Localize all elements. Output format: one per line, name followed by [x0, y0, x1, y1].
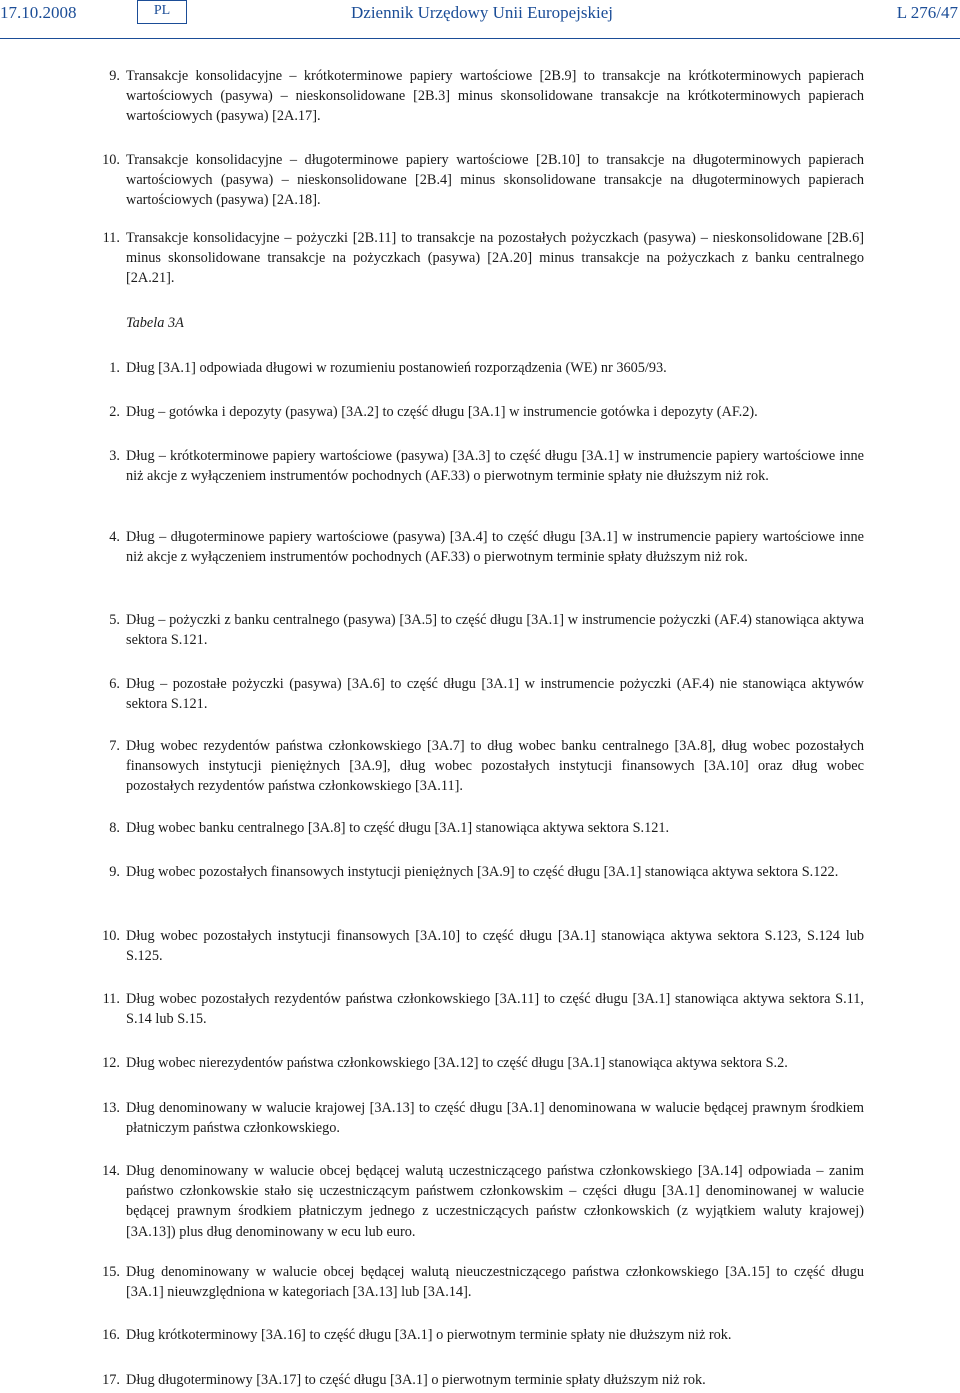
item-number: 1. — [109, 360, 120, 376]
language-badge: PL — [137, 0, 187, 24]
page-header — [0, 0, 960, 38]
item-number: 10. — [102, 152, 120, 168]
item-number: 2. — [109, 404, 120, 420]
item-number: 8. — [109, 820, 120, 836]
item-number: 7. — [109, 738, 120, 754]
list-item: Dług – gotówka i depozyty (pasywa) [3A.2] to część długu [3A.1] w instrumencie gotówka i depozyty (AF.2). — [126, 404, 758, 420]
item-number: 9. — [109, 68, 120, 84]
header-date: 17.10.2008 — [0, 3, 77, 22]
item-number: 4. — [109, 529, 120, 545]
item-number: 16. — [102, 1327, 120, 1343]
item-number: 3. — [109, 448, 120, 464]
page-number: L 276/47 — [896, 3, 958, 22]
list-item: Dług wobec pozostałych rezydentów państwa członkowskiego [3A.11] to część długu [3A.1] stanowiąca aktywa sektora S.11, S.14 lub S.15. — [126, 991, 864, 1028]
list-item: Transakcje konsolidacyjne – długoterminowe papiery wartościowe [2B.10] to transakcje na długoterminowych papierach wartościowych (pasywa) – nieskonsolidowane [2B.4] minus skonsolidowane transakcje na długoterminowych papierach wartościowych (pasywa) [2A.18]. — [126, 152, 864, 209]
item-number: 11. — [102, 991, 120, 1007]
list-item: Dług – krótkoterminowe papiery wartościowe (pasywa) [3A.3] to część długu [3A.1] w instrumencie papiery wartościowe inne niż akcje z wyłączeniem instrumentów pochodnych (AF.33) o pierwotnym terminie spłaty nie dłuższym niż rok. — [126, 448, 864, 485]
item-number: 15. — [102, 1264, 120, 1280]
journal-title: Dziennik Urzędowy Unii Europejskiej — [351, 3, 614, 22]
list-item: Dług wobec nierezydentów państwa członkowskiego [3A.12] to część długu [3A.1] stanowiąca aktywa sektora S.2. — [126, 1055, 788, 1071]
list-item: Dług denominowany w walucie obcej będącej walutą nieuczestniczącego państwa członkowskiego [3A.15] to część długu [3A.1] nieuwzględniona w kategoriach [3A.13] lub [3A.14]. — [126, 1264, 864, 1301]
item-number: 14. — [102, 1163, 120, 1179]
item-number: 13. — [102, 1100, 120, 1116]
list-item: Dług długoterminowy [3A.17] to część długu [3A.1] o pierwotnym terminie spłaty dłuższym niż rok. — [126, 1372, 706, 1388]
list-item: Transakcje konsolidacyjne – pożyczki [2B.11] to transakcje na pozostałych pożyczkach (pasywa) – nieskonsolidowane [2B.6] minus skonsolidowane transakcje na pożyczkach (pasywa) [2A.20] minus transakcje na pożyczkach z banku centralnego [2A.21]. — [126, 230, 864, 287]
item-number: 5. — [109, 612, 120, 628]
list-item: Dług denominowany w walucie krajowej [3A.13] to część długu [3A.1] denominowana w walucie będącej prawnym środkiem płatniczym państwa członkowskiego. — [126, 1100, 864, 1137]
list-item: Dług denominowany w walucie obcej będącej walutą uczestniczącego państwa członkowskiego [3A.14] odpowiada – zanim państwo członkowskie stało się uczestniczącym państwem członkowskim – części długu [3A.1] denominowanej w walucie będącej prawnym środkiem płatniczym jednego z uczestniczących państw członkowskich (z wyjątkiem waluty krajowej) [3A.13]) plus dług denominowany w ecu lub euro. — [126, 1163, 864, 1240]
item-number: 10. — [102, 928, 120, 944]
list-item: Dług wobec pozostałych instytucji finansowych [3A.10] to część długu [3A.1] stanowiąca aktywa sektora S.123, S.124 lub S.125. — [126, 928, 864, 965]
table-title: Tabela 3A — [126, 315, 184, 331]
list-item: Dług – pozostałe pożyczki (pasywa) [3A.6] to część długu [3A.1] w instrumencie pożyczki (AF.4) nie stanowiąca aktywów sektora S.121. — [126, 676, 864, 713]
header-rule — [0, 38, 960, 39]
item-number: 9. — [109, 864, 120, 880]
list-item: Dług [3A.1] odpowiada długowi w rozumieniu postanowień rozporządzenia (WE) nr 3605/93. — [126, 360, 667, 376]
list-item: Dług krótkoterminowy [3A.16] to część długu [3A.1] o pierwotnym terminie spłaty nie dłuższym niż rok. — [126, 1327, 732, 1343]
list-item: Dług wobec rezydentów państwa członkowskiego [3A.7] to dług wobec banku centralnego [3A.8], dług wobec pozostałych finansowych instytucji pieniężnych [3A.9], dług wobec pozostałych instytucji finansowych [3A.10] oraz dług wobec pozostałych rezydentów państwa członkowskiego [3A.11]. — [126, 738, 864, 795]
item-number: 12. — [102, 1055, 120, 1071]
list-item: Dług wobec pozostałych finansowych instytucji pieniężnych [3A.9] to część długu [3A.1] stanowiąca aktywa sektora S.122. — [126, 864, 839, 880]
list-item: Dług – pożyczki z banku centralnego (pasywa) [3A.5] to część długu [3A.1] w instrumencie pożyczki (AF.4) stanowiąca aktywa sektora S.121. — [126, 612, 864, 649]
list-item: Dług – długoterminowe papiery wartościowe (pasywa) [3A.4] to część długu [3A.1] w instrumencie papiery wartościowe inne niż akcje z wyłączeniem instrumentów pochodnych (AF.33) o pierwotnym terminie spłaty dłuższym niż rok. — [126, 529, 864, 566]
list-item: Transakcje konsolidacyjne – krótkoterminowe papiery wartościowe [2B.9] to transakcje na krótkoterminowych papierach wartościowych (pasywa) – nieskonsolidowane [2B.3] minus skonsolidowane transakcje na krótkoterminowych papierach wartościowych (pasywa) [2A.17]. — [126, 68, 864, 125]
item-number: 17. — [102, 1372, 120, 1388]
item-number: 6. — [109, 676, 120, 692]
list-item: Dług wobec banku centralnego [3A.8] to część długu [3A.1] stanowiąca aktywa sektora S.121. — [126, 820, 670, 836]
item-number: 11. — [102, 230, 120, 246]
